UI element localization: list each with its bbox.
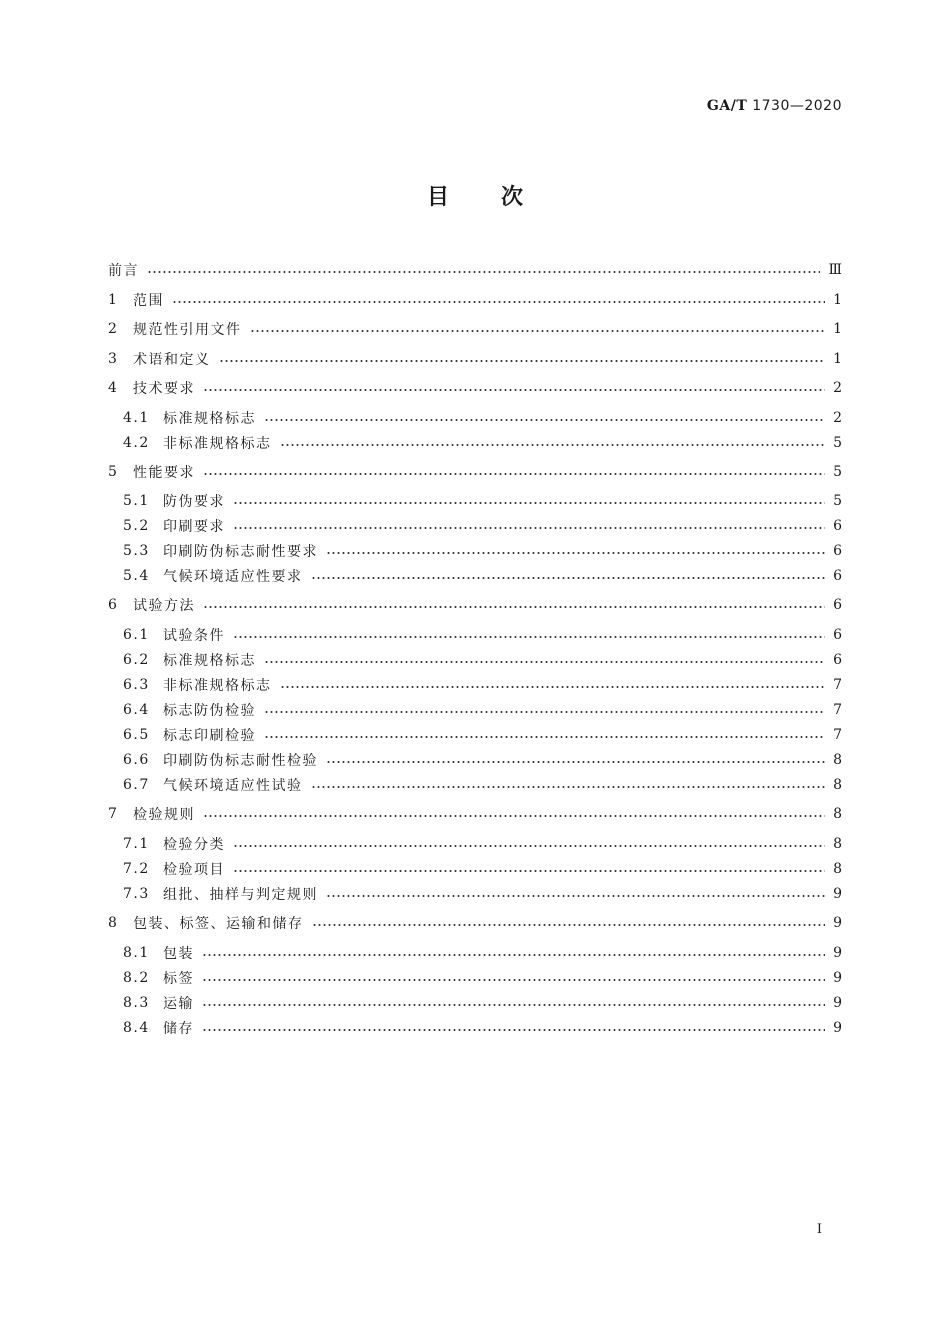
- toc-dot-leader: [203, 606, 825, 608]
- toc-entry[interactable]: [108, 832, 842, 856]
- toc-dot-leader: [233, 502, 825, 504]
- toc-entry-page: 1: [833, 321, 842, 337]
- toc-entry[interactable]: [108, 1016, 842, 1040]
- toc-dot-leader: [202, 954, 825, 956]
- toc-entry-page: 5: [833, 463, 842, 480]
- toc-dot-leader: [311, 786, 826, 788]
- toc-entry[interactable]: [108, 317, 842, 341]
- toc-entry-number: 8.2: [123, 969, 150, 986]
- toc-entry-title: 防伪要求: [163, 493, 225, 510]
- toc-dot-leader: [280, 686, 826, 688]
- toc-entry-number: 7.2: [123, 860, 150, 877]
- toc-entry-page: 5: [833, 492, 842, 509]
- toc-entry-number: 6.4: [123, 701, 150, 718]
- toc-entry-title: 试验条件: [163, 627, 225, 644]
- toc-entry-title: 标签: [163, 970, 194, 987]
- toc-entry[interactable]: [108, 802, 842, 826]
- toc-entry[interactable]: [108, 748, 842, 772]
- toc-dot-leader: [203, 473, 825, 475]
- toc-entry-page: 6: [833, 542, 842, 559]
- toc-entry-title: 气候环境适应性要求: [163, 568, 303, 585]
- toc-dot-leader: [233, 845, 825, 847]
- toc-entry-title: 标准规格标志: [163, 410, 256, 427]
- toc-entry-title: 技术要求: [133, 381, 195, 397]
- toc-entry[interactable]: [108, 288, 842, 312]
- toc-dot-leader: [202, 1029, 825, 1031]
- toc-entry[interactable]: [108, 857, 842, 881]
- toc-entry[interactable]: [108, 698, 842, 722]
- toc-dot-leader: [250, 330, 826, 332]
- toc-entry-number: 2: [108, 321, 119, 337]
- toc-entry-number: 6.3: [123, 676, 150, 693]
- toc-entry-page: 2: [833, 409, 842, 426]
- toc-entry[interactable]: [108, 623, 842, 647]
- toc-entry-page: 9: [833, 915, 842, 931]
- toc-entry[interactable]: [108, 723, 842, 747]
- toc-entry-title: 性能要求: [133, 464, 195, 481]
- toc-entry-number: 6.2: [123, 651, 150, 668]
- toc-entry-number: 4.2: [123, 434, 150, 451]
- toc-entry-title: 运输: [163, 995, 194, 1012]
- toc-entry-number: 8.3: [123, 994, 150, 1011]
- toc-dot-leader: [203, 389, 825, 391]
- toc-entry[interactable]: [108, 882, 842, 906]
- toc-entry-title: 试验方法: [133, 598, 195, 614]
- toc-entry-page: 6: [833, 517, 842, 534]
- toc-entry-title: 检验项目: [163, 861, 225, 878]
- toc-entry-number: 7.1: [123, 835, 150, 852]
- toc-entry-number: 8.1: [123, 944, 150, 961]
- toc-entry-page: 1: [833, 291, 842, 308]
- toc-entry-title: 标准规格标志: [163, 652, 256, 669]
- toc-entry-page: 8: [833, 835, 842, 852]
- toc-entry-title: 组批、抽样与判定规则: [163, 886, 318, 903]
- toc-entry-title: 印刷防伪标志耐性检验: [163, 752, 318, 769]
- toc-entry-title: 包装: [163, 945, 194, 962]
- toc-dot-leader: [233, 636, 825, 638]
- toc-entry-page: 6: [833, 567, 842, 584]
- toc-entry-title: 标志防伪检验: [163, 702, 256, 719]
- document-code-number: 1730—2020: [752, 98, 842, 114]
- toc-entry-title: 印刷要求: [163, 518, 225, 535]
- toc-entry-page: 6: [833, 626, 842, 643]
- toc-entry-page: 6: [833, 597, 842, 613]
- toc-dot-leader: [326, 895, 825, 897]
- toc-dot-leader: [172, 301, 825, 303]
- toc-dot-leader: [202, 979, 825, 981]
- toc-dot-leader: [264, 736, 825, 738]
- toc-entry-page: 9: [833, 885, 842, 902]
- toc-entry-number: 6.1: [123, 626, 150, 643]
- toc-entry-number: 4.1: [123, 409, 150, 426]
- toc-entry[interactable]: [108, 489, 842, 513]
- page-title-char-1: 目: [426, 185, 449, 210]
- toc-dot-leader: [219, 360, 826, 362]
- toc-entry[interactable]: [108, 673, 842, 697]
- page-title: [0, 180, 950, 211]
- toc-entry-title: 检验规则: [133, 807, 195, 823]
- toc-entry-number: 4: [108, 380, 119, 396]
- toc-entry-page: 8: [833, 860, 842, 877]
- toc-dot-leader: [264, 661, 825, 663]
- toc-entry-number: 6.7: [123, 776, 150, 793]
- toc-entry-page: 8: [833, 751, 842, 768]
- toc-entry-page: 9: [833, 1019, 842, 1036]
- page-number: I: [816, 1222, 822, 1237]
- toc-dot-leader: [202, 1004, 825, 1006]
- toc-entry-page: Ⅲ: [828, 262, 842, 278]
- toc-entry[interactable]: [108, 773, 842, 797]
- toc-entry[interactable]: [108, 539, 842, 563]
- toc-entry-title: 气候环境适应性试验: [163, 777, 303, 794]
- toc-entry[interactable]: [108, 941, 842, 965]
- toc-entry[interactable]: [108, 564, 842, 588]
- page-title-char-2: 次: [501, 185, 524, 210]
- toc-dot-leader: [326, 761, 825, 763]
- toc-dot-leader: [233, 870, 825, 872]
- toc-entry-number: 5.3: [123, 542, 150, 559]
- toc-entry-page: 1: [833, 350, 842, 367]
- toc-entry[interactable]: [108, 514, 842, 538]
- toc-entry-number: 8.4: [123, 1019, 150, 1036]
- toc-entry-title: 范围: [133, 292, 164, 309]
- toc-entry-number: 6: [108, 597, 119, 613]
- toc-entry[interactable]: [108, 406, 842, 430]
- document-code-prefix: GA/T: [706, 98, 748, 114]
- toc-entry-number: 5.2: [123, 517, 150, 534]
- toc-entry-number: 8: [108, 915, 119, 931]
- toc-entry-title: 检验分类: [163, 836, 225, 853]
- toc-entry-number: 5.4: [123, 567, 150, 584]
- toc-dot-leader: [264, 419, 825, 421]
- toc-entry-number: 6.6: [123, 751, 150, 768]
- toc-entry-title: 储存: [163, 1020, 194, 1037]
- toc-entry-page: 9: [833, 969, 842, 986]
- toc-entry[interactable]: [108, 258, 842, 282]
- toc-entry-page: 8: [833, 776, 842, 793]
- toc-entry-title: 标志印刷检验: [163, 727, 256, 744]
- toc-entry-page: 9: [833, 944, 842, 961]
- toc-entry[interactable]: [108, 966, 842, 990]
- toc-entry[interactable]: [108, 376, 842, 400]
- toc-entry-page: 8: [833, 806, 842, 822]
- toc-entry-page: 7: [833, 676, 842, 693]
- toc-entry-title: 规范性引用文件: [133, 322, 242, 338]
- toc-entry-title: 印刷防伪标志耐性要求: [163, 543, 318, 560]
- toc-entry-page: 2: [833, 380, 842, 396]
- toc-entry-number: 3: [108, 350, 119, 367]
- toc-dot-leader: [280, 444, 826, 446]
- toc-entry[interactable]: [108, 991, 842, 1015]
- toc-entry-title: 术语和定义: [133, 351, 211, 368]
- toc-entry-page: 9: [833, 994, 842, 1011]
- toc-dot-leader: [264, 711, 825, 713]
- toc-entry-number: 7: [108, 806, 119, 822]
- toc-entry-title: 前言: [108, 263, 139, 279]
- toc-entry[interactable]: [108, 460, 842, 484]
- toc-entry[interactable]: [108, 593, 842, 617]
- toc-entry-number: 1: [108, 291, 119, 308]
- toc-entry-title: 非标准规格标志: [163, 677, 272, 694]
- toc-entry-number: 5.1: [123, 492, 150, 509]
- toc-entry[interactable]: [108, 347, 842, 371]
- toc-entry-number: 7.3: [123, 885, 150, 902]
- toc-entry-page: 7: [833, 701, 842, 718]
- toc-entry-number: 5: [108, 463, 119, 480]
- toc-dot-leader: [326, 552, 825, 554]
- toc-entry-page: 5: [833, 434, 842, 451]
- toc-entry[interactable]: [108, 431, 842, 455]
- toc-entry-page: 6: [833, 651, 842, 668]
- toc-entry-number: 6.5: [123, 726, 150, 743]
- toc-dot-leader: [203, 815, 825, 817]
- toc-entry[interactable]: [108, 911, 842, 935]
- toc-dot-leader: [312, 924, 826, 926]
- toc-entry-title: 非标准规格标志: [163, 435, 272, 452]
- toc-entry-title: 包装、标签、运输和储存: [133, 916, 304, 932]
- toc-dot-leader: [311, 577, 826, 579]
- toc-dot-leader: [147, 271, 820, 273]
- toc-entry-page: 7: [833, 726, 842, 743]
- document-code: [707, 98, 842, 114]
- toc-dot-leader: [233, 527, 825, 529]
- toc-entry[interactable]: [108, 648, 842, 672]
